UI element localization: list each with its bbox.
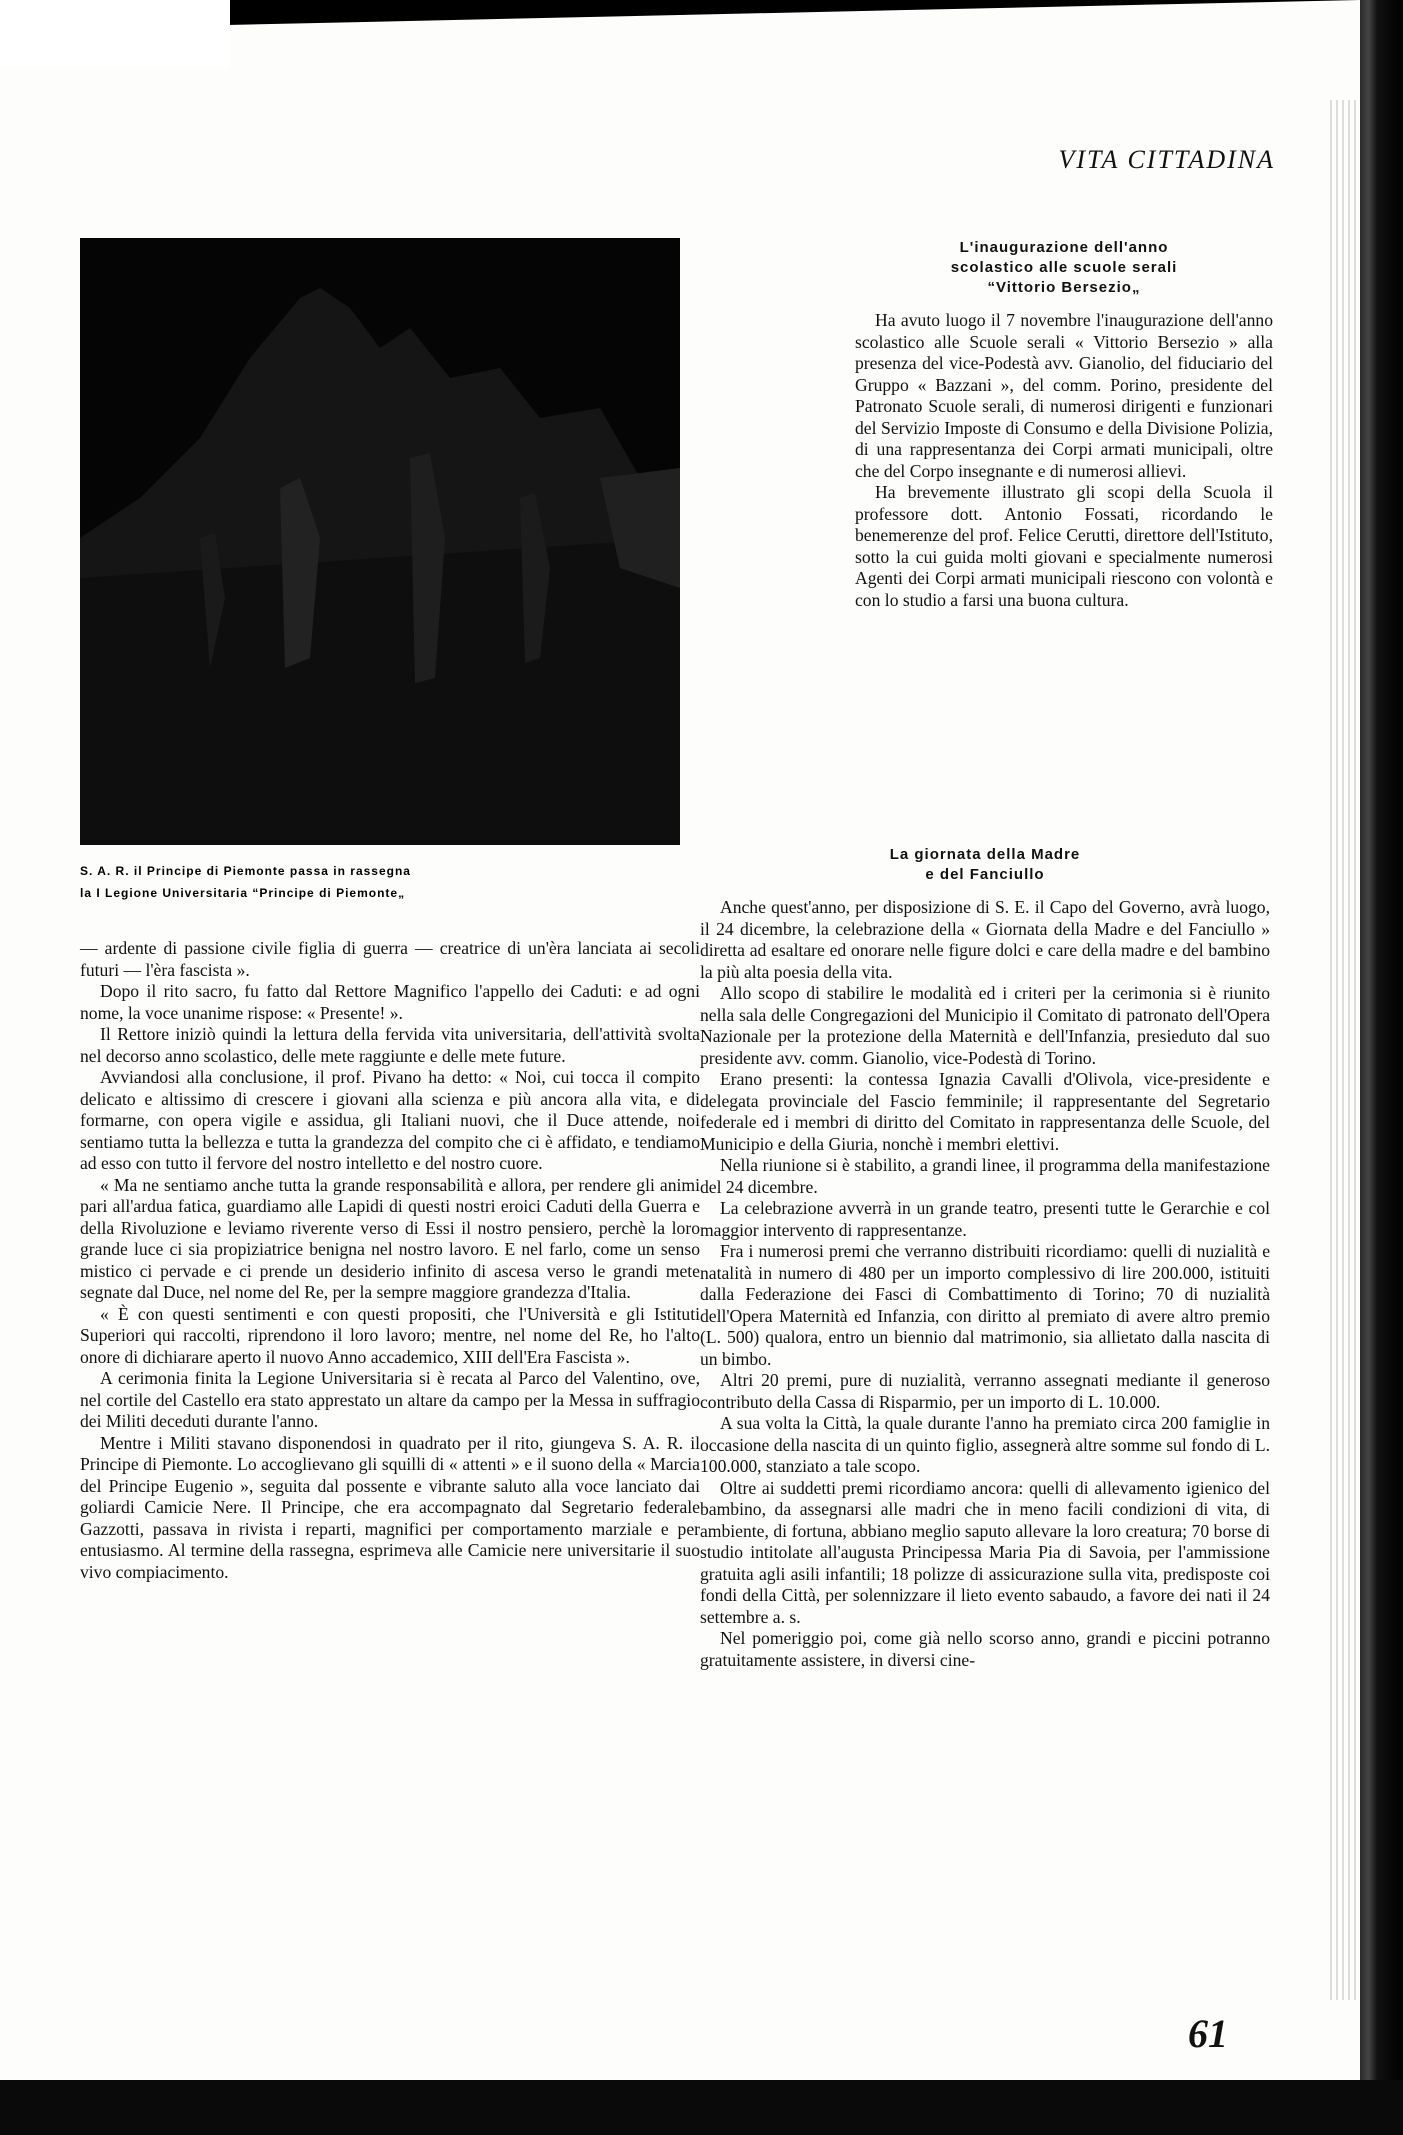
article-title-line: e del Fanciullo [925,866,1045,883]
photo-caption [80,860,700,904]
left-paragraph: Il Rettore iniziò quindi la lettura della fervida vita universitaria, dell'attività svolta nel decorso anno scolastico, delle mete raggiunte e delle mete future. [80,1024,700,1066]
article-paragraph: Ha avuto luogo il 7 novembre l'inaugurazione dell'anno scolastico alle Scuole serali « Vittorio Bersezio » alla presenza del vice-Podestà avv. Gianolio, del fiduciario del Gruppo « Bazzani », del comm. Porino, presidente del Patronato Scuole serali, di numerosi dirigenti e funzionari del Servizio Imposte di Consumo e della Divisione Polizia, di una rappresentanza dei Corpi armati municipali, oltre che del Corpo insegnante e di numerosi allievi. [855,310,1273,481]
left-paragraph: « È con questi sentimenti e con questi propositi, che l'Università e gli Istituti Superiori qui raccolti, riprendono il loro lavoro; mentre, nel nome del Re, ho l'alto onore di dichiarare aperto il nuovo Anno accademico, XIII dell'Era Fascista ». [80,1303,700,1367]
article-paragraph: Ha brevemente illustrato gli scopi della Scuola il professore dott. Antonio Fossati, ricordando le benemerenze del prof. Felice Cerutti, direttore dell'Istituto, sotto la cui guida molti giovani e specialmente numerosi Agenti dei Corpi armati municipali riescono con volontà e con lo studio a farsi una buona cultura. [855,482,1273,610]
article-title [855,238,1273,298]
running-head: VITA CITTADINA [1058,145,1275,174]
left-paragraph: A cerimonia finita la Legione Universitaria si è recata al Parco del Valentino, ove, nel cortile del Castello era stato apprestato un altare da campo per la Messa in suffragio dei Militi deceduti durante l'anno. [80,1368,700,1431]
article-title [840,845,1130,885]
scan-corner [0,0,230,68]
article-paragraph: Nel pomeriggio poi, come già nello scorso anno, grandi e piccini potranno gratuitamente assistere, in diversi cine- [700,1628,1270,1670]
caption-line-2: la I Legione Universitaria “Principe di Piemonte„ [80,886,406,900]
article-paragraph: Altri 20 premi, pure di nuzialità, verranno assegnati mediante il generoso contributo della Cassa di Risparmio, per un importo di L. 10.000. [700,1370,1270,1412]
scan-edge-shadow [1360,0,1403,2135]
article-paragraph: A sua volta la Città, la quale durante l'anno ha premiato circa 200 famiglie in occasione della nascita di un quinto figlio, assegnerà altre somme sul fondo di L. 100.000, stanziato a tale scopo. [700,1413,1270,1476]
article-paragraph: Allo scopo di stabilire le modalità ed i criteri per la cerimonia si è riunito nella sala delle Congregazioni del Municipio il Comitato di patronato dell'Opera Nazionale per la protezione della Maternità e dell'Infanzia, presieduto dal suo presidente avv. comm. Gianolio, vice-Podestà di Torino. [700,983,1270,1068]
article-scuole-serali [855,238,1273,611]
article-paragraph: Oltre ai suddetti premi ricordiamo ancora: quelli di allevamento igienico del bambino, da assegnarsi alle madri che in meno facili condizioni di vita, di ambiente, di fortuna, abbiano meglio saputo allevare la loro creatura; 70 borse di studio intitolate all'augusta Principessa Maria Pia di Savoia, per l'ammissione gratuita agli asili infantili; 18 polizze di assicurazione sulla vita, predisposte coi fondi della Città, per solennizzare il lieto evento sabaudo, a favore dei nati il 24 settembre a. s. [700,1477,1270,1627]
photo-procession-image [80,238,680,845]
left-paragraph: « Ma ne sentiamo anche tutta la grande responsabilità e allora, per rendere gli animi pari all'ardua fatica, guardiamo alle Lapidi di questi nostri eroici Caduti della Guerra e della Rivoluzione e leviamo riverente verso di Essi il nostro pensiero, perchè la loro grande luce ci sia propiziatrice benigna nel nostro lavoro. E nel farlo, come un senso mistico ci pervade e ci prende un desiderio infinito di ascesa verso le grandi mete segnate dal Duce, nel nome del Re, per la sempre maggiore grandezza d'Italia. [80,1174,700,1302]
left-paragraph: Mentre i Militi stavano disponendosi in quadrato per il rito, giungeva S. A. R. il Principe di Piemonte. Lo accoglievano gli squilli di « attenti » e il suono della « Marcia del Principe Eugenio », seguita dal possente e vibrante saluto alla voce lanciato dai goliardi Camicie Nere. Il Principe, che era accompagnato dal Segretario federale Gazzotti, passava in rivista i reparti, magnifici per comportamento marziale e per entusiasmo. Al termine della rassegna, esprimeva alle Camicie nere universitarie il suo vivo compiacimento. [80,1432,700,1582]
article-paragraph: La celebrazione avverrà in un grande teatro, presenti tutte le Gerarchie e col maggior intervento di rappresentanze. [700,1198,1270,1240]
scan-bottom-shadow [0,2080,1403,2135]
article-title-line: “Vittorio Bersezio„ [987,279,1141,296]
article-giornata-madre [700,845,1270,1671]
page-number: 61 [1188,2011,1228,2056]
article-paragraph: Fra i numerosi premi che verranno distribuiti ricordiamo: quelli di nuzialità e natalità in numero di 480 per un importo complessivo di lire 200.000, istituiti dalla Federazione dei Fasci di Combattimento di Torino; 70 di nuzialità dell'Opera Maternità ed Infanzia, con diritto al premiato di avere altro premio (L. 500) qualora, entro un biennio dal matrimonio, sia allietato dalla nascita di un bimbo. [700,1241,1270,1369]
article-title-line: L'inaugurazione dell'anno [959,239,1169,256]
photo-procession [80,238,680,845]
left-column [80,938,700,1583]
article-paragraph: Anche quest'anno, per disposizione di S. E. il Capo del Governo, avrà luogo, il 24 dicembre, la celebrazione della « Giornata della Madre e del Fanciullo » diretta ad esaltare ed onorare nelle figure dolci e care della madre e del bambino la più alta poesia della vita. [700,897,1270,982]
left-paragraph: Avviandosi alla conclusione, il prof. Pivano ha detto: « Noi, cui tocca il compito delicato e altissimo di crescere i giovani alla scienza e più ancora alla vita, e di formarne, con opera vigile e assidua, gli Italiani nuovi, che il Duce attende, noi sentiamo tutta la bellezza e tutta la grandezza del compito che ci è affidato, e tendiamo ad esso con tutto il fervore del nostro intelletto e del nostro cuore. [80,1067,700,1173]
left-paragraph: — ardente di passione civile figlia di guerra — creatrice di un'èra lanciata ai secoli futuri — l'èra fascista ». [80,938,700,980]
article-title-line: La giornata della Madre [889,846,1081,863]
page-edge-texture [1330,100,1356,2000]
article-title-line: scolastico alle scuole serali [950,259,1178,276]
article-paragraph: Erano presenti: la contessa Ignazia Cavalli d'Olivola, vice-presidente e delegata provinciale del Fascio femminile; il rappresentante del Segretario federale ed i membri di diritto del Comitato in rappresentanza delle Scuole, del Municipio e della Giuria, nonchè i membri elettivi. [700,1069,1270,1154]
caption-line-1: S. A. R. il Principe di Piemonte passa in rassegna [80,864,411,878]
left-paragraph: Dopo il rito sacro, fu fatto dal Rettore Magnifico l'appello dei Caduti: e ad ogni nome, la voce unanime rispose: « Presente! ». [80,981,700,1023]
article-paragraph: Nella riunione si è stabilito, a grandi linee, il programma della manifestazione del 24 dicembre. [700,1155,1270,1197]
